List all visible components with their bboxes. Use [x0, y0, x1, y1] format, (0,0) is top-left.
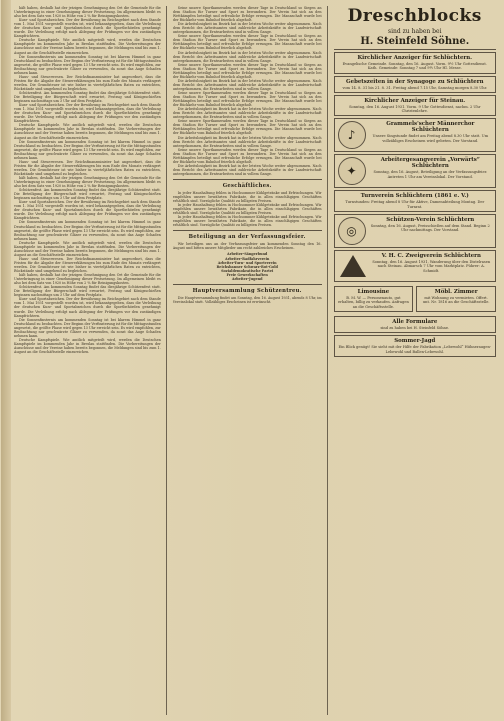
synagogue-notice: [334, 76, 496, 93]
paragraph: Deutsche Kampfspiele. Wie amtlich mitgeteilt wird, werden die Deutschen Kampfspiele im kommenden Jahr in Breslau stattfinden. Die Vorbereitungen der Ausschüsse und der Vereine haben bereits begonnen, die Meldungen sind bis zum 1. August an die Geschäftsstelle einzureichen.: [14, 240, 161, 257]
paragraph: Die Sonnenfinsternis am kommenden Sonntag ist bei klarem Himmel in ganz Deutschland zu beobachten. Der Beginn der Verfinsterung ist für die Mittagsstunden angesetzt, die größte Phase wird gegen 13 Uhr erreicht sein. Es wird empfohlen, zur Beobachtung nur geschwärzte Gläser zu verwenden, da sonst das Auge Schaden nehmen kann.: [14, 139, 161, 160]
choir-notice: [334, 118, 496, 152]
box-title: Schützen-Verein Schlüchtern: [386, 217, 475, 224]
church-notice-steinau: [334, 95, 496, 117]
box-body: sind zu haben bei H. Steinfeld Söhne.: [380, 325, 450, 330]
singing-club-notice: [334, 154, 496, 188]
club-emblem-icon: ✦: [338, 157, 366, 185]
masthead-title: Dreschblocks: [347, 6, 482, 26]
forms-ad: [334, 316, 496, 333]
paragraph: Die Arbeitslosigkeit im Bezirk hat in der letzten Woche weiter abgenommen. Nach dem Bericht des Arbeitsamtes sind zahlreiche Arbeitskräfte in der Landwirtschaft untergekommen, die Erntearbeiten sind in vollem Gange.: [172, 78, 322, 91]
church-notice: [334, 52, 496, 74]
divider: [173, 230, 322, 231]
corn-remedy-ad: [334, 335, 496, 357]
paragraph: Schützenfest. Am kommenden Sonntag findet das diesjährige Schützenfest statt. Die Beteiligung der Bürgerschaft wird erwartet, Festzug und Königsschießen beginnen nachmittags um 3 Uhr auf dem Festplatz.: [14, 188, 161, 201]
organization-item: Reichsbanner Schwarz-Rot-Gold: [216, 264, 278, 269]
paragraph: Kurz- und Sportabzeichen. Der der Bewährung im Reichsgebiet nach dem Stande vom 1. Mai 1931 vorgestellt worden ist, wird bekanntgegeben, dass die Verleihung der deutschen Kurz- und Sportabzeichen durch die Sportbehörden genehmigt wurde. Die Verleihung erfolgt nach Ablegung der Prüfungen vor den zuständigen Kampfrichtern.: [14, 200, 161, 221]
box-body: Sonntag, den 16. August, Preisschießen auf dem Stand. Beginn 2 Uhr nachmittags. Der Vorstand.: [370, 224, 490, 233]
paragraph: Seine unsere Sportkameraden werden dieser Tage in Deutschland so Siegen an dem Stadion für Turner und Sport zu bewundern. Der Verein hat sich an den Wettkämpfen beteiligt und erfreuliche Erfolge errungen. Die Mannschaft wurde bei der Rückkehr vom Bahnhof feierlich abgeholt.: [172, 119, 322, 136]
paragraph: Kurz- und Sportabzeichen. Der der Bewährung im Reichsgebiet nach dem Stande vom 1. Mai 1931 vorgestellt worden ist, wird bekanntgegeben, dass die Verleihung der deutschen Kurz- und Sportabzeichen durch die Sportbehörden genehmigt wurde. Die Verleihung erfolgt nach Ablegung der Prüfungen vor den zuständigen Kampfrichtern.: [14, 18, 161, 39]
box-title: Grammels'scher Männerchor Schlüchtern: [386, 121, 475, 134]
box-body: Sonntag, den 16. August, Beteiligung an der Verfassungsfeier. Antreten 1 Uhr am Vereinslokal. Der Vorstand.: [373, 170, 488, 179]
masthead-ad: [334, 6, 496, 50]
masthead-company: H. Steinfeld Söhne.: [360, 36, 470, 47]
paragraph: Haus- und Steuerwesen. Der Reichsfinanzminister hat angeordnet, dass die Fristen für die Abgabe der Steuererklärungen bis zum Ende des Monats verlängert werden. Die Grundsteuer ist wie bisher in vierteljährlichen Raten zu entrichten, Rückstände sind umgehend zu begleichen.: [14, 74, 161, 91]
box-body: Sonntag, den 16. August 1931. Vorm. 9 Uhr Gottesdienst, nachm. 2 Uhr Christenlehre.: [349, 104, 481, 114]
paragraph: In jeder Haushaltung fehlen in Hochsommer Kühlgetränke und Erfrischungen. Wir empfehlen unsere bewährten Fabrikate, die in allen einschlägigen Geschäften erhältlich sind. Vorzügliche Qualität zu billigsten Preisen.: [172, 203, 322, 216]
box-title: Alle Formulare: [392, 318, 438, 325]
paragraph: Die Arbeitslosigkeit im Bezirk hat in der letzten Woche weiter abgenommen. Nach dem Bericht des Arbeitsamtes sind zahlreiche Arbeitskräfte in der Landwirtschaft untergekommen, die Erntearbeiten sind in vollem Gange.: [172, 107, 322, 120]
paragraph: Deutsche Kampfspiele. Wie amtlich mitgeteilt wird, werden die Deutschen Kampfspiele im kommenden Jahr in Breslau stattfinden. Die Vorbereitungen der Ausschüsse und der Vereine haben bereits begonnen, die Meldungen sind bis zum 1. August an die Geschäftsstelle einzureichen.: [14, 337, 161, 354]
paragraph: In jeder Haushaltung fehlen in Hochsommer Kühlgetränke und Erfrischungen. Wir empfehlen unsere bewährten Fabrikate, die in allen einschlägigen Geschäften erhältlich sind. Vorzügliche Qualität zu billigsten Preisen.: [172, 190, 322, 204]
organization-item: Sozialdemokratische Partei: [221, 268, 274, 273]
paragraph: Schützenfest. Am kommenden Sonntag findet das diesjährige Schützenfest statt. Die Beteiligung der Bürgerschaft wird erwartet, Festzug und Königsschießen beginnen nachmittags um 3 Uhr auf dem Festplatz.: [14, 285, 161, 298]
box-title: Arbeitergesangverein „Vorwärts“ Schlüchtern: [380, 157, 480, 170]
hiking-club-notice: [334, 250, 496, 282]
paragraph: Die Sonnenfinsternis am kommenden Sonntag ist bei klarem Himmel in ganz Deutschland zu beobachten. Der Beginn der Verfinsterung ist für die Mittagsstunden angesetzt, die größte Phase wird gegen 13 Uhr erreicht sein. Es wird empfohlen, zur Beobachtung nur geschwärzte Gläser zu verwenden, da sonst das Auge Schaden nehmen kann.: [14, 317, 161, 338]
organization-item: Arbeiter-Jugend: [231, 276, 263, 281]
paragraph: In jeder Haushaltung fehlen in Hochsommer Kühlgetränke und Erfrischungen. Wir empfehlen unsere bewährten Fabrikate, die in allen einschlägigen Geschäften erhältlich sind. Vorzügliche Qualität zu billigsten Preisen.: [172, 215, 322, 228]
classified-room: [416, 286, 496, 312]
paragraph: Die Sonnenfinsternis am kommenden Sonntag ist bei klarem Himmel in ganz Deutschland zu beobachten. Der Beginn der Verfinsterung ist für die Mittagsstunden angesetzt, die größte Phase wird gegen 13 Uhr erreicht sein. Es wird empfohlen, zur Beobachtung nur geschwärzte Gläser zu verwenden, da sonst das Auge Schaden nehmen kann.: [14, 220, 161, 241]
masthead-subtitle: sind zu haben bei: [388, 28, 442, 35]
page-fold-shadow: [1, 0, 11, 721]
column-2: [173, 6, 328, 715]
box-title: Gebetszeiten in der Synagoge zu Schlüchtern: [346, 78, 484, 85]
paragraph: Die Arbeitslosigkeit im Bezirk hat in der letzten Woche weiter abgenommen. Nach dem Bericht des Arbeitsamtes sind zahlreiche Arbeitskräfte in der Landwirtschaft untergekommen, die Erntearbeiten sind in vollem Gange.: [172, 50, 322, 63]
box-title: Möbl. Zimmer: [434, 289, 478, 296]
paragraph: Seine unsere Sportkameraden werden dieser Tage in Deutschland so Siegen an dem Stadion für Turner und Sport zu bewundern. Der Verein hat sich an den Wettkämpfen beteiligt und erfreuliche Erfolge errungen. Die Mannschaft wurde bei der Rückkehr vom Bahnhof feierlich abgeholt.: [172, 90, 322, 108]
paragraph: Die Arbeitslosigkeit im Bezirk hat in der letzten Woche weiter abgenommen. Nach dem Bericht des Arbeitsamtes sind zahlreiche Arbeitskräfte in der Landwirtschaft untergekommen, die Erntearbeiten sind in vollem Gange.: [172, 22, 322, 35]
organization-item: Arbeiter-Radfahrverein: [224, 256, 270, 261]
box-body: Ein Blick genügt! Sie sieht mit der Hilfe der Fabrikation „Lebewohl“ Hühneraugen-Lebewohl und Ballen-Lebewohl.: [338, 345, 491, 354]
column-3: [334, 6, 496, 715]
box-body: Sonntag, den 16. August 1931, Wanderung über den Distelrasen nach Steinau. Abmarsch 7 Uhr vom Marktplatz. Führer: A. Schmidt.: [372, 260, 491, 273]
organization-list: [173, 252, 322, 280]
paragraph: Die Hauptversammlung findet am Sonntag, den 16. August 1931, abends 8 Uhr, im Vereinslokal statt. Vollzähliges Erscheinen ist erwünscht.: [172, 295, 322, 304]
paragraph: Seine unsere Sportkameraden werden dieser Tage in Deutschland so Siegen an dem Stadion für Turner und Sport zu bewundern. Der Verein hat sich an den Wettkämpfen beteiligt und erfreuliche Erfolge errungen. Die Mannschaft wurde bei der Rückkehr vom Bahnhof feierlich abgeholt.: [172, 6, 322, 23]
box-title: Turnverein Schlüchtern (1861 e. V.): [360, 193, 469, 200]
box-body: mit Wohnung zu vermieten. Offert. unt. Nr. 1816 an die Geschäftsstelle.: [422, 296, 490, 305]
paragraph: Deutsche Kampfspiele. Wie amtlich mitgeteilt wird, werden die Deutschen Kampfspiele im kommenden Jahr in Breslau stattfinden. Die Vorbereitungen der Ausschüsse und der Vereine haben bereits begonnen, die Meldungen sind bis zum 1. August an die Geschäftsstelle einzureichen.: [14, 38, 161, 55]
paragraph: Deutsche Kampfspiele. Wie amtlich mitgeteilt wird, werden die Deutschen Kampfspiele im kommenden Jahr in Breslau stattfinden. Die Vorbereitungen der Ausschüsse und der Vereine haben bereits begonnen, die Meldungen sind bis zum 1. August an die Geschäftsstelle einzureichen.: [14, 123, 161, 140]
paragraph: hält haben, deshalb hat der jetzigen Genehmigung den Ort die Gemeinde für die Unterbringung in einer Genehmigung dieser Festsetzung. Im allgemeinen bleibt es also bei dem Satz von 1920 in Höhe von 2 % für Reinigungskosten.: [14, 175, 161, 189]
paragraph: Die Arbeitslosigkeit im Bezirk hat in der letzten Woche weiter abgenommen. Nach dem Bericht des Arbeitsamtes sind zahlreiche Arbeitskräfte in der Landwirtschaft untergekommen, die Erntearbeiten sind in vollem Gange.: [172, 163, 322, 176]
shooting-club-notice: [334, 214, 496, 248]
column-1: [14, 6, 167, 715]
box-body: Evangelische Gemeinde. Sonntag, den 16. August. Vorm. 9½ Uhr Gottesdienst. Kath. Gemeinde: Sonntag 7 und 9½ Uhr Hl. Messe.: [342, 62, 487, 71]
box-body: vom 14. 8. 31 bis 21. 8. 31. Freitag abend 7.15 Uhr, Samstag morgen 8.30 Uhr.: [342, 85, 488, 90]
paragraph: Seine unsere Sportkameraden werden dieser Tage in Deutschland so Siegen an dem Stadion für Turner und Sport zu bewundern. Der Verein hat sich an den Wettkämpfen beteiligt und erfreuliche Erfolge errungen. Die Mannschaft wurde bei der Rückkehr vom Bahnhof feierlich abgeholt.: [172, 147, 322, 164]
paragraph: Kurz- und Sportabzeichen. Der der Bewährung im Reichsgebiet nach dem Stande vom 1. Mai 1931 vorgestellt worden ist, wird bekanntgegeben, dass die Verleihung der deutschen Kurz- und Sportabzeichen durch die Sportbehörden genehmigt wurde. Die Verleihung erfolgt nach Ablegung der Prüfungen vor den zuständigen Kampfrichtern.: [14, 297, 161, 318]
box-title: Kirchlicher Anzeiger für Schlüchtern.: [357, 55, 473, 61]
box-title: Kirchlicher Anzeiger für Steinau.: [364, 97, 466, 104]
box-body: Turnstunden: Freitag abend 8 Uhr für Aktive, Damenabteilung Montag. Der Turnrat.: [345, 200, 485, 209]
box-title: V. H. C. Zweigverein Schlüchtern: [381, 253, 481, 260]
divider: [173, 179, 322, 180]
paragraph: Kurz- und Sportabzeichen. Der der Bewährung im Reichsgebiet nach dem Stande vom 1. Mai 1931 vorgestellt worden ist, wird bekanntgegeben, dass die Verleihung der deutschen Kurz- und Sportabzeichen durch die Sportbehörden genehmigt wurde. Die Verleihung erfolgt nach Ablegung der Prüfungen vor den zuständigen Kampfrichtern.: [14, 103, 161, 124]
paragraph: Haus- und Steuerwesen. Der Reichsfinanzminister hat angeordnet, dass die Fristen für die Abgabe der Steuererklärungen bis zum Ende des Monats verlängert werden. Die Grundsteuer ist wie bisher in vierteljährlichen Raten zu entrichten, Rückstände sind umgehend zu begleichen.: [14, 256, 161, 274]
paragraph: hält haben, deshalb hat der jetzigen Genehmigung den Ort die Gemeinde für die Unterbringung in einer Genehmigung dieser Festsetzung. Im allgemeinen bleibt es also bei dem Satz von 1920 in Höhe von 2 % für Reinigungskosten.: [14, 6, 161, 19]
box-title: Sommer-Jagd: [394, 338, 436, 345]
box-body: B. M. W. — Personenauto, gut erhalten, billig zu verkaufen. Anfragen an die Geschäftsstelle.: [338, 296, 409, 309]
columns: [14, 6, 496, 715]
section-heading: Hauptversammlung Schützentreu.: [192, 287, 302, 294]
paragraph: Haus- und Steuerwesen. Der Reichsfinanzminister hat angeordnet, dass die Fristen für die Abgabe der Steuererklärungen bis zum Ende des Monats verlängert werden. Die Grundsteuer ist wie bisher in vierteljährlichen Raten zu entrichten, Rückstände sind umgehend zu begleichen.: [14, 159, 161, 176]
gym-club-notice: [334, 190, 496, 212]
organization-item: Arbeiter-Turn- und Sportverein: [217, 260, 277, 265]
section-heading: Beteiligung an der Verfassungsfeier.: [188, 234, 306, 241]
paragraph: Die Arbeitslosigkeit im Bezirk hat in der letzten Woche weiter abgenommen. Nach dem Bericht des Arbeitsamtes sind zahlreiche Arbeitskräfte in der Landwirtschaft untergekommen, die Erntearbeiten sind in vollem Gange.: [172, 135, 322, 148]
paragraph: Wir beteiligen uns an der Verfassungsfeier am kommenden Sonntag den 16. August und bitten unsere Mitglieder um recht zahlreiches Erscheinen.: [172, 242, 322, 251]
section-heading: Geschäftliches.: [222, 182, 272, 189]
classified-car: [334, 286, 414, 312]
paragraph: Seine unsere Sportkameraden werden dieser Tage in Deutschland so Siegen an dem Stadion für Turner und Sport zu bewundern. Der Verein hat sich an den Wettkämpfen beteiligt und erfreuliche Erfolge errungen. Die Mannschaft wurde bei der Rückkehr vom Bahnhof feierlich abgeholt.: [172, 62, 322, 79]
classified-row: [334, 284, 496, 314]
target-emblem-icon: ◎: [338, 217, 366, 245]
paragraph: hält haben, deshalb hat der jetzigen Genehmigung den Ort die Gemeinde für die Unterbringung in einer Genehmigung dieser Festsetzung. Im allgemeinen bleibt es also bei dem Satz von 1920 in Höhe von 2 % für Reinigungskosten.: [14, 273, 161, 286]
paragraph: Schützenfest. Am kommenden Sonntag findet das diesjährige Schützenfest statt. Die Beteiligung der Bürgerschaft wird erwartet, Festzug und Königsschießen beginnen nachmittags um 3 Uhr auf dem Festplatz.: [14, 90, 161, 104]
mountain-emblem-icon: [340, 255, 366, 277]
divider: [173, 284, 322, 285]
box-title: Limousine: [357, 289, 390, 296]
paragraph: Die Sonnenfinsternis am kommenden Sonntag ist bei klarem Himmel in ganz Deutschland zu beobachten. Der Beginn der Verfinsterung ist für die Mittagsstunden angesetzt, die größte Phase wird gegen 13 Uhr erreicht sein. Es wird empfohlen, zur Beobachtung nur geschwärzte Gläser zu verwenden, da sonst das Auge Schaden nehmen kann.: [14, 54, 161, 75]
paragraph: Seine unsere Sportkameraden werden dieser Tage in Deutschland so Siegen an dem Stadion für Turner und Sport zu bewundern. Der Verein hat sich an den Wettkämpfen beteiligt und erfreuliche Erfolge errungen. Die Mannschaft wurde bei der Rückkehr vom Bahnhof feierlich abgeholt.: [172, 34, 322, 51]
organization-item: Freie Gewerkschaften: [226, 272, 268, 277]
lyre-emblem-icon: ♪: [338, 121, 366, 149]
box-body: Unsere Singstunde findet am Freitag abend 8.30 Uhr statt. Um vollzähliges Erscheinen wird gebeten. Der Vorstand.: [372, 134, 489, 143]
organization-item: Arbeiter-Sängerbund: [227, 252, 268, 257]
